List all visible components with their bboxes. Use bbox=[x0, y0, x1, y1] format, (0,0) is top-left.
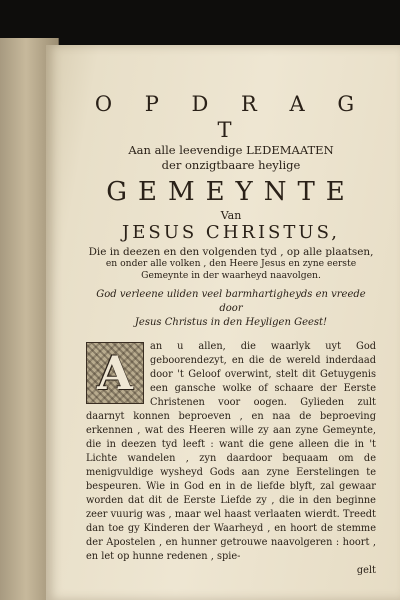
book-page bbox=[46, 45, 400, 600]
dropcap-letter: A bbox=[97, 346, 133, 400]
catchword: gelt bbox=[356, 565, 376, 576]
page-title: O P D R A G T bbox=[94, 92, 368, 142]
subtitle-line-1: Aan alle leevendige LEDEMAATEN bbox=[128, 143, 334, 157]
address-line-2: en onder alle volken , den Heere Jesus en zyne eerste bbox=[105, 258, 357, 269]
blessing-line-2: Jesus Christus in den Heyligen Geest! bbox=[134, 317, 328, 328]
body-section bbox=[86, 340, 376, 578]
congregation-heading: GEMEYNTE bbox=[106, 177, 356, 207]
ornamental-dropcap bbox=[86, 342, 144, 404]
subtitle-line-2: der onzigtbaare heylige bbox=[161, 158, 301, 172]
van-line: Van bbox=[220, 209, 242, 222]
address-line-3: Gemeynte in der waarheyd naavolgen. bbox=[141, 270, 321, 281]
jesus-heading: JESUS CHRISTUS, bbox=[122, 222, 340, 243]
page-text-block bbox=[86, 91, 376, 578]
blessing bbox=[86, 288, 376, 330]
address-line-1: Die in deezen en den volgenden tyd , op alle plaatsen, bbox=[88, 246, 374, 258]
blessing-line-1: God verleene uliden veel barmhartigheyds en vreede door bbox=[96, 289, 366, 314]
body-paragraph: an u allen, die waarlyk uyt God geboorendezyt, en die de wereld inderdaad door 't Geloof overwint, stelt dit Getuygenis een gansche wolke of schaare der Eerste Christenen voor oogen. Gylieden zult daarnyt konnen beproeven , en naa de beproeving erkennen , wat des Heeren wille zy aan zyne Gemeynte, die in deezen tyd leeft : want die gene alleen die in 't Lichte wandelen , zyn daardoor bequaam om de menigvuldige wysheyd Gods aan zyne Eerstelingen te bespeuren. Wie in God en in de liefde blyft, zal gewaar worden dat dit de Eerste Liefde zy , die in den beginne zeer vuurig was , maar wel haast verlaaten wierdt. Treedt dan toe gy Kinderen der Waarheyd , en hoort de stemme der Apostelen , en hunner getrouwe naavolgeren : hoort , en let op hunne redenen , spie- bbox=[86, 341, 376, 562]
